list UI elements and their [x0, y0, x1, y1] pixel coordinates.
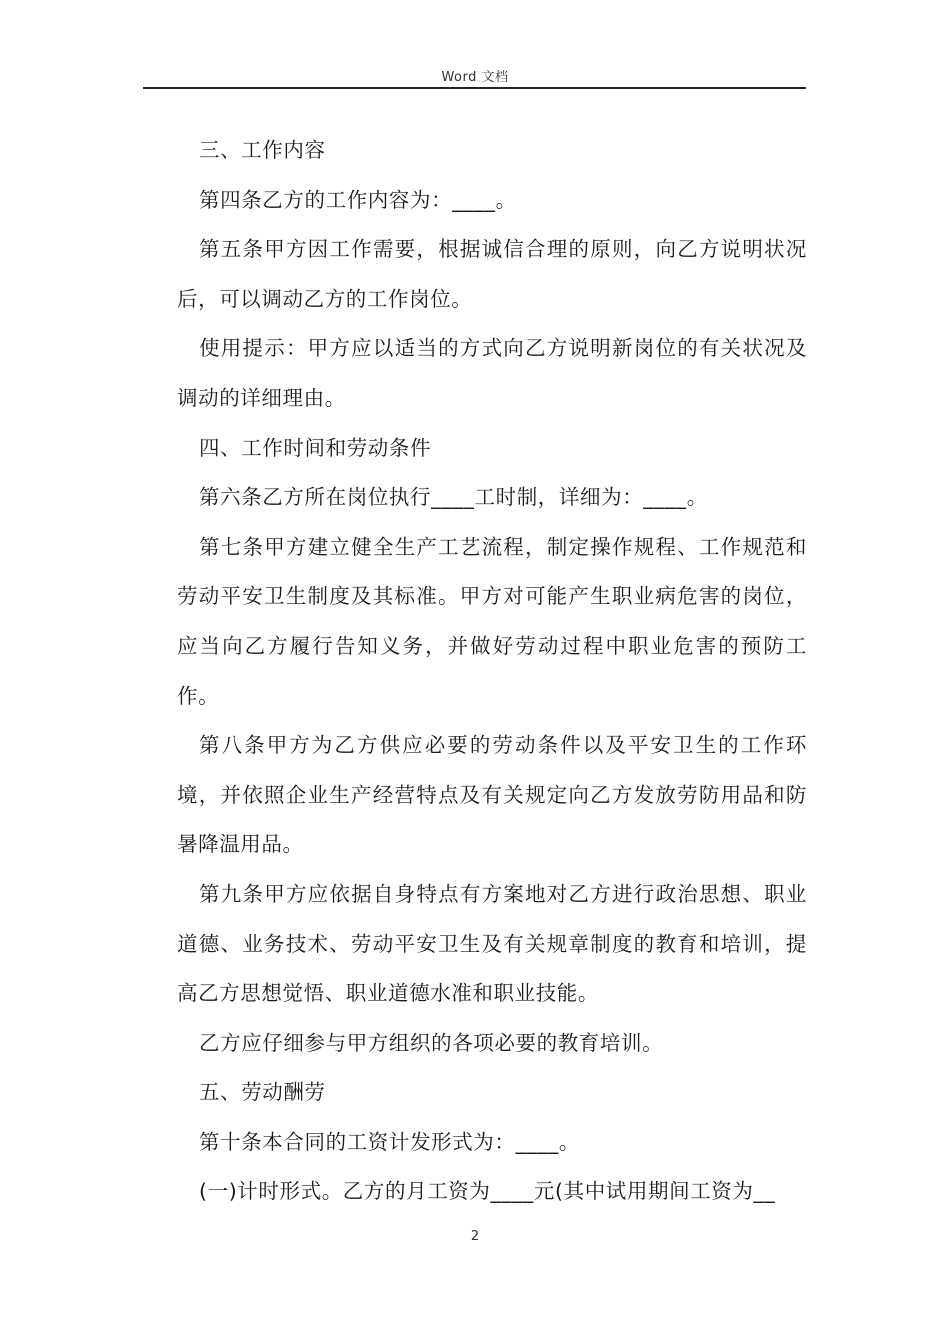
- clause-9: 第九条甲方应依据自身特点有方案地对乙方进行政治思想、职业道德、业务技术、劳动平安卫生及有关规章制度的教育和培训，提高乙方思想觉悟、职业道德水准和职业技能。: [177, 881, 807, 1006]
- header-divider: [143, 87, 806, 89]
- section-heading-remuneration: 五、劳动酬劳: [199, 1080, 326, 1105]
- document-body: [177, 126, 807, 1217]
- clause-8: 第八条甲方为乙方供应必要的劳动条件以及平安卫生的工作环境，并依照企业生产经营特点及有关规定向乙方发放劳防用品和防暑降温用品。: [177, 733, 807, 857]
- section-heading-work-hours: 四、工作时间和劳动条件: [199, 435, 432, 460]
- clause-10-item-1: (一)计时形式。乙方的月工资为____元(其中试用期间工资为__: [199, 1179, 776, 1204]
- clause-6: 第六条乙方所在岗位执行____工时制，详细为：____。: [199, 485, 708, 510]
- usage-tip: 使用提示：甲方应以适当的方式向乙方说明新岗位的有关状况及调动的详细理由。: [177, 336, 807, 410]
- clause-4: 第四条乙方的工作内容为：____。: [199, 187, 517, 212]
- section-heading-work-content: 三、工作内容: [199, 138, 326, 162]
- clause-5: 第五条甲方因工作需要，根据诚信合理的原则，向乙方说明状况后，可以调动乙方的工作岗位。: [177, 237, 807, 311]
- clause-7: 第七条甲方建立健全生产工艺流程，制定操作规程、工作规范和劳动平安卫生制度及其标准。甲方对可能产生职业病危害的岗位，应当向乙方履行告知义务，并做好劳动过程中职业危害的预防工作。: [177, 534, 807, 708]
- header-title: Word 文档: [441, 70, 509, 85]
- clause-10: 第十条本合同的工资计发形式为：____。: [199, 1129, 580, 1154]
- training-note: 乙方应仔细参与甲方组织的各项必要的教育培训。: [199, 1030, 664, 1055]
- page-number: 2: [470, 1229, 480, 1244]
